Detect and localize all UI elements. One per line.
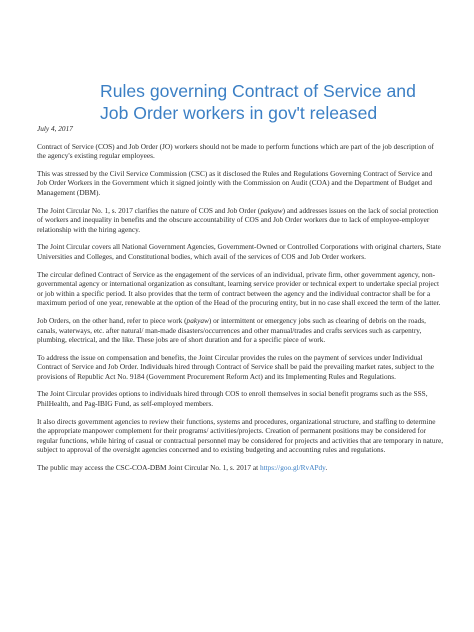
paragraph-1: Contract of Service (COS) and Job Order (JO) workers should not be made to perform functions which are part of the job description of the agency's existing regular employees. (37, 141, 434, 161)
article-title: Rules governing Contract of Service and Job Order workers in gov't released (100, 81, 416, 123)
paragraph-3 (37, 206, 444, 235)
article-date: July 4, 2017 (37, 124, 73, 133)
paragraph-10 (37, 463, 444, 473)
article-body (37, 124, 444, 481)
paragraph-10-end: . (325, 463, 328, 473)
circular-link[interactable]: https://goo.gl/RvAPdy (259, 463, 326, 473)
paragraph-6-text-a: Job Orders, on the other hand, refer to piece work ( (37, 315, 187, 325)
paragraph-6-italic-term: pakyaw (186, 315, 209, 325)
paragraph-2: This was stressed by the Civil Service Commission (CSC) as it disclosed the Rules and Regulations Governing Contract of Service and Job Order Workers in the Government which it signed jointly with the Commission on Audit (COA) and the Department of Budget and Management (DBM). (37, 168, 433, 197)
paragraph-3-text-a: The Joint Circular No. 1, s. 2017 clarifies the nature of COS and Job Order ( (37, 205, 261, 215)
paragraph-8: The Joint Circular provides options to individuals hired through COS to enroll themselves in social benefit programs such as the SSS, PhilHealth, and Pag-IBIG Fund, as self-employed members. (37, 389, 428, 409)
paragraph-5: The circular defined Contract of Service as the engagement of the services of an individual, private firm, other government agency, non-governmental agency or international organization as consultant, learning service provider or technical expert to undertake special project or job within a specific period. It also provides that the term of contract between the agency and the individual contractor shall be for a maximum period of one year, renewable at the option of the Head of the procuring entity, but in no case shall exceed the term of the latter. (37, 269, 441, 308)
paragraph-3-text-b: ) and addresses issues on the lack of social protection of workers and inequality in benefits and the obscure accountability of COS and Job Order workers due to lack of employee-employer relationship with the hiring agency. (37, 205, 439, 234)
paragraph-7: To address the issue on compensation and benefits, the Joint Circular provides the rules on the payment of services under Individual Contract of Service and Job Order. Individuals hired through Contract of Service shall be paid the prevailing market rates, subject to the provisions of Republic Act No. 9184 (Government Procurement Reform Act) and its Implementing Rules and Regulations. (37, 352, 434, 381)
paragraph-6 (37, 316, 444, 345)
paragraph-6-text-b: ) or intermittent or emergency jobs such as clearing of debris on the roads, canals, waterways, etc. after natural/ man-made disasters/occurrences and other manual/trades and crafts services such as carpentry, plumbing, electrical, and the like. These jobs are of short duration and for a specific piece of work. (37, 315, 426, 345)
paragraph-10-text: The public may access the CSC-COA-DBM Joint Circular No. 1, s. 2017 at (37, 463, 260, 473)
paragraph-9: It also directs government agencies to review their functions, systems and procedures, organizational structure, and staffing to determine the appropriate manpower complement for their programs/ activities/projects. Creation of permanent positions may be considered for regular functions, while hiring of casual or contractual personnel may be considered for projects and activities that are temporary in nature, subject to approval of the oversight agencies concerned and to existing budgeting and accounting rules and regulations. (37, 416, 444, 455)
paragraph-3-italic-term: pakyaw (260, 205, 283, 215)
paragraph-4: The Joint Circular covers all National Government Agencies, Government-Owned or Controlled Corporations with original charters, State Universities and Colleges, and Constitutional bodies, which avail of the services of COS and Job Order workers. (37, 242, 441, 261)
